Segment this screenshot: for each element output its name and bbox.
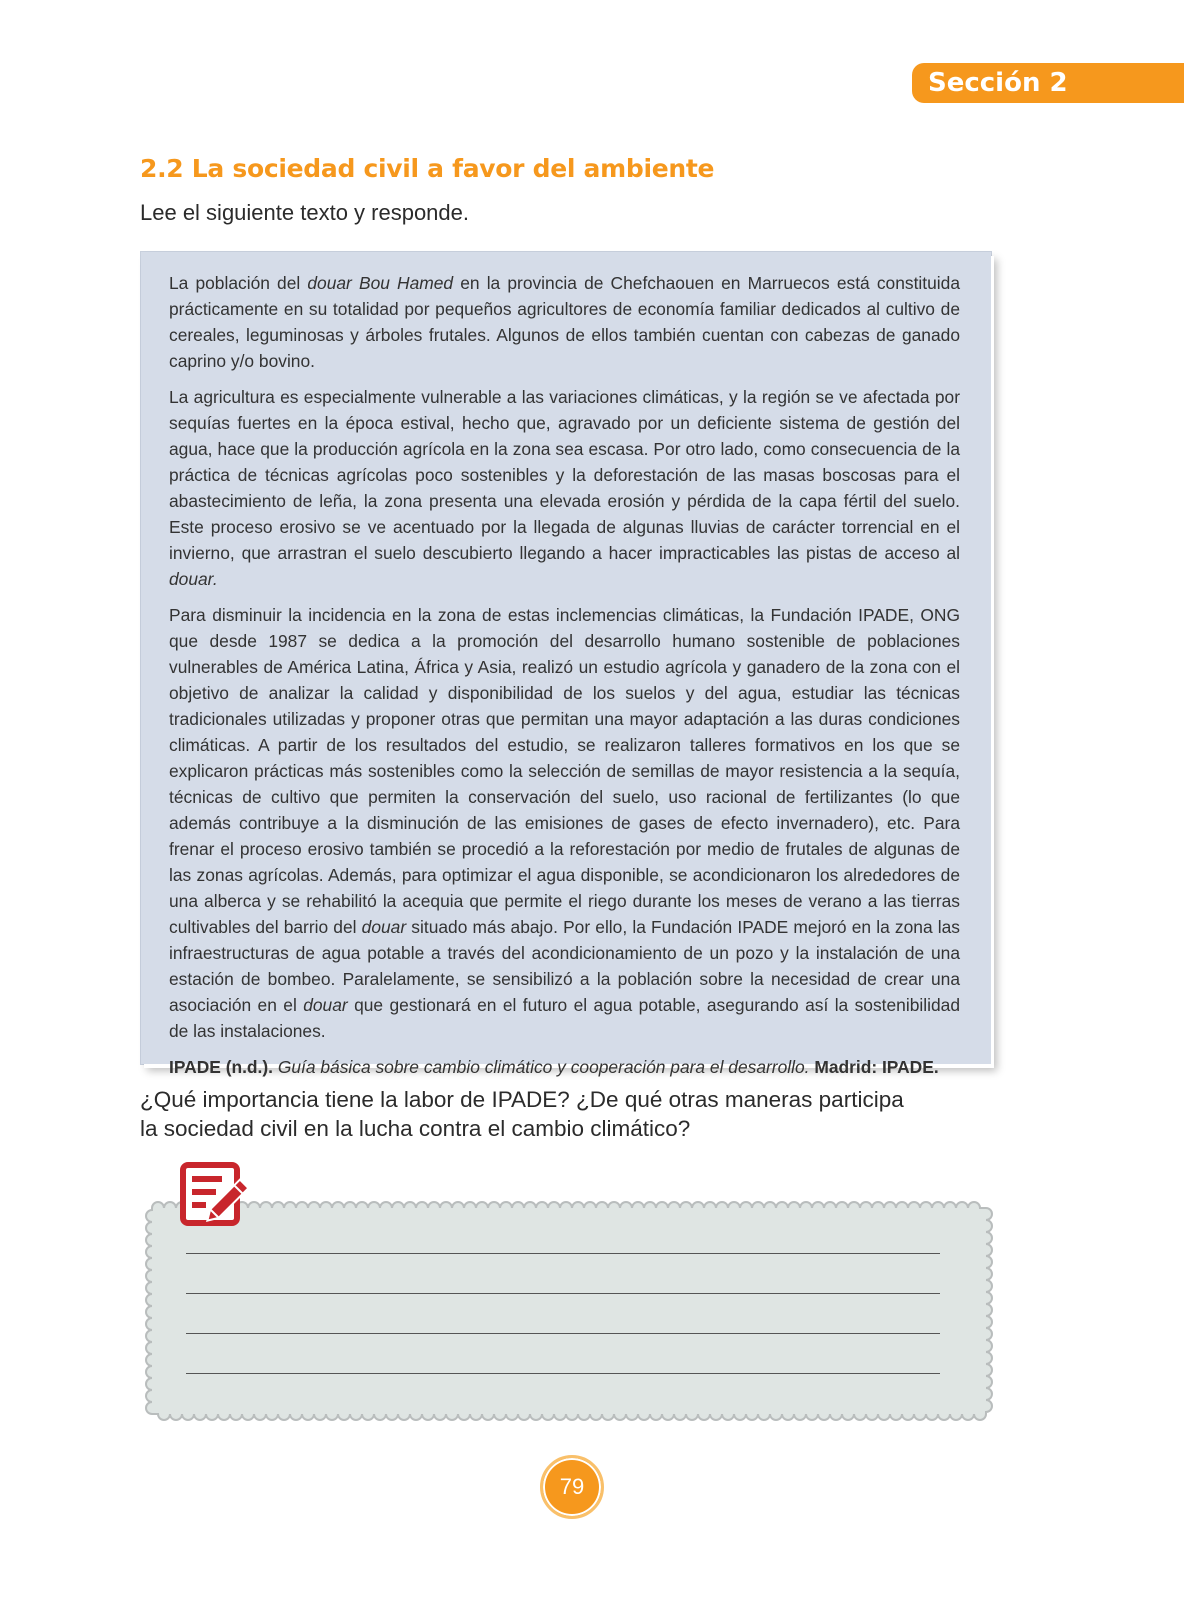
citation	[169, 1054, 960, 1080]
stamp-border	[144, 1200, 994, 1422]
text-span: Para disminuir la incidencia en la zona de estas inclemencias climáticas, la Fundación IPADE, ONG que desde 1987 se dedica a la promoción del desarrollo humano sostenible de poblaciones vulnerables de América Latina, África y Asia, realizó un estudio agrícola y ganadero de la zona con el objetivo de analizar la calidad y disponibilidad de los suelos y del agua, estudiar las técnicas tradicionales utilizadas y proponer otras que permitan una mayor adaptación a las duras condiciones climáticas. A partir de los resultados del estudio, se realizaron talleres formativos en los que se explicaron prácticas más sostenibles como la selección de semillas de mayor resistencia a la sequía, técnicas de cultivo que permiten la conservación del suelo, uso racional de fertilizantes (lo que además contribuye a la disminución de las emisiones de gases de efecto invernadero), etc. Para frenar el proceso erosivo también se procedió a la reforestación por medio de frutales de algunas de las zonas agrícolas. Además, para optimizar el agua disponible, se acondicionaron los alrededores de una alberca y se rehabilitó la acequia que permite el riego durante los meses de verano a las tierras cultivables del barrio del	[169, 605, 960, 937]
text-span: que gestionará en el futuro el agua potable, asegurando así la sostenibilidad de las instalaciones.	[169, 995, 960, 1041]
text-span: La población del	[169, 273, 308, 293]
page-number: 79	[540, 1455, 604, 1519]
answer-line[interactable]	[186, 1333, 940, 1334]
section-tab: Sección 2	[912, 63, 1184, 103]
instruction-text: Lee el siguiente texto y responde.	[140, 200, 470, 225]
italic-term: douar	[361, 917, 407, 937]
answer-line[interactable]	[186, 1253, 940, 1254]
answer-line[interactable]	[186, 1293, 940, 1294]
reading-paragraph-1	[169, 270, 960, 374]
section-heading: 2.2 La sociedad civil a favor del ambiente	[140, 154, 715, 183]
text-span: en la provincia de Chefchaouen en Marruecos está constituida prácticamente en su totalidad por pequeños agricultores de economía familiar dedicados al cultivo de cereales, leguminosas y árboles frutales. Algunos de ellos también cuentan con cabezas de ganado caprino y/o bovino.	[169, 273, 960, 371]
italic-term: douar Bou Hamed	[307, 273, 454, 293]
citation-title: Guía básica sobre cambio climático y cooperación para el desarrollo.	[277, 1057, 810, 1077]
citation-publisher: Madrid: IPADE.	[809, 1057, 939, 1077]
edit-document-icon	[178, 1160, 260, 1230]
reading-paragraph-3	[169, 602, 960, 1044]
italic-term: douar	[303, 995, 348, 1015]
citation-author: IPADE (n.d.).	[169, 1057, 278, 1077]
reading-paragraph-2	[169, 384, 960, 592]
reading-box	[141, 252, 991, 1077]
question-text: ¿Qué importancia tiene la labor de IPADE? ¿De qué otras maneras participa la sociedad civil en la lucha contra el cambio climático?	[140, 1087, 904, 1141]
answer-box[interactable]	[144, 1200, 994, 1422]
answer-line[interactable]	[186, 1373, 940, 1374]
text-span: La agricultura es especialmente vulnerable a las variaciones climáticas, y la región se ve afectada por sequías fuertes en la época estival, hecho que, agravado por un deficiente sistema de gestión del agua, hace que la producción agrícola en la zona sea escasa. Por otro lado, como consecuencia de la práctica de técnicas agrícolas poco sostenibles y la deforestación de las masas boscosas para el abastecimiento de leña, la zona presenta una elevada erosión y pérdida de la capa fértil del suelo. Este proceso erosivo se ve acentuado por la llegada de algunas lluvias de carácter torrencial en el invierno, que arrastran el suelo descubierto llegando a hacer impracticables las pistas de acceso al	[169, 387, 960, 563]
text-span: situado más abajo. Por ello, la Fundación IPADE mejoró en la zona las infraestructuras de agua potable a través del acondicionamiento de un pozo y la instalación de una estación de bombeo. Paralelamente, se sensibilizó a la población sobre la necesidad de crear una asociación en el	[169, 917, 960, 1015]
italic-term: douar.	[169, 569, 218, 589]
